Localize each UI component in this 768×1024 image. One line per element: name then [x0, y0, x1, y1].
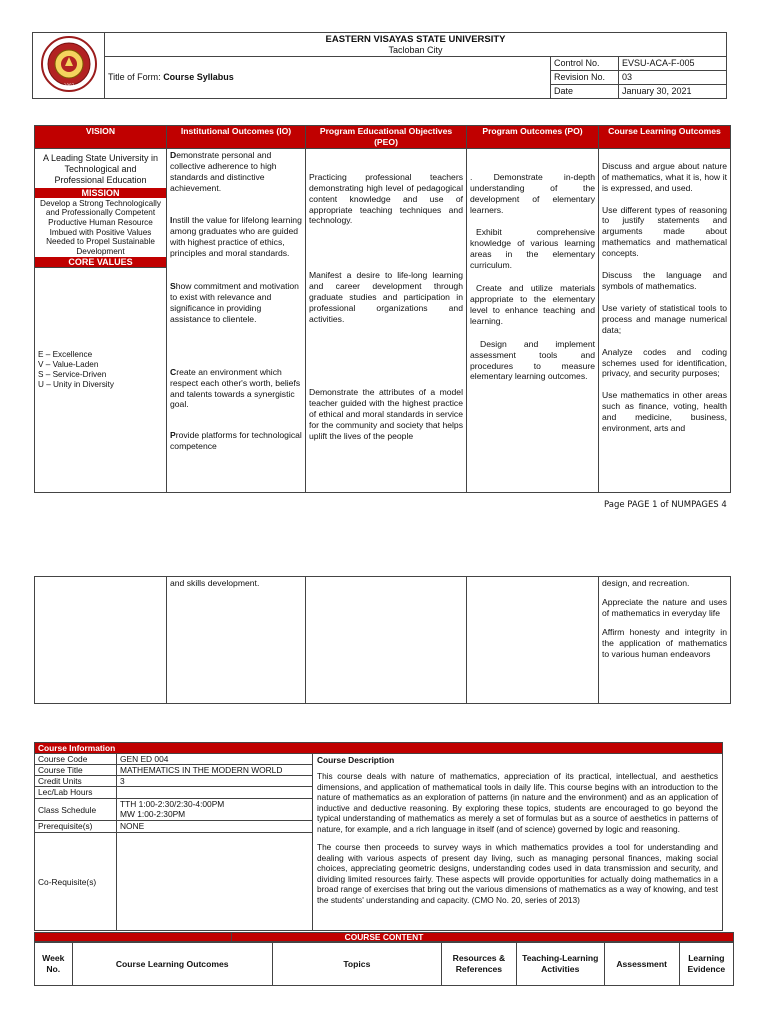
- po-item: Design and implement assessment tools and procedures to measure elementary learning outcomes.: [470, 338, 595, 382]
- university-logo: [33, 33, 105, 99]
- form-header-table: [32, 32, 727, 99]
- po-cell-continued: [467, 577, 599, 704]
- clo-item: Affirm honesty and integrity in the application of mathematics to various human endeavors: [602, 626, 727, 659]
- clo-item: Analyze codes and coding schemes used for identification, privacy, and security purposes;: [602, 346, 727, 379]
- class-schedule-value: TTH 1:00-2:30/2:30-4:00PM MW 1:00-2:30PM: [117, 799, 313, 821]
- header-divider: [231, 933, 232, 941]
- peo-item: Demonstrate the attributes of a model teacher guided with the highest practice of ethical and moral standards in service for the community and society that helps uplift the lives of the people: [309, 386, 463, 441]
- io-header: Institutional Outcomes (IO): [167, 126, 306, 149]
- clo-item: design, and recreation.: [602, 578, 690, 588]
- vision-cell-continued: [35, 577, 167, 704]
- core-values-label: CORE VALUES: [35, 257, 166, 268]
- class-schedule-label: Class Schedule: [35, 799, 117, 821]
- course-code-label: Course Code: [35, 754, 117, 765]
- revision-no-value: 03: [619, 71, 727, 85]
- io-item: Demonstrate personal and collective adherence to high standards and distinctive achievement.: [170, 149, 277, 193]
- io-cell: [167, 148, 306, 492]
- peo-header: Program Educational Objectives (PEO): [306, 126, 467, 149]
- prerequisite-label: Prerequisite(s): [35, 821, 117, 833]
- course-description-p2: The course then proceeds to survey ways in which mathematics provides a tool for understanding and dealing with various aspects of present day living, such as managing personal finances, making social choices, appreciating geometric designs, understanding codes used in data transmission and security, and dividing limited resources fairly. These aspects will provide opportunities for actually doing mathematics in a broad range of exercises that bring out the various dimensions of mathematics as a way of knowing, and test the students' understanding and capacity. (CMO No. 20, series of 2013): [317, 842, 719, 905]
- io-cell-continued: [167, 577, 306, 704]
- date-value: January 30, 2021: [619, 85, 727, 99]
- page-number-footer: Page PAGE 1 of NUMPAGES 4: [604, 500, 727, 510]
- po-header: Program Outcomes (PO): [467, 126, 599, 149]
- clo-cell: [599, 148, 731, 492]
- vision-text: A Leading State University in Technological and Professional Education: [42, 152, 159, 185]
- clo-item: Use different types of reasoning to justify statements and arguments made about mathematics and mathematical concepts.: [602, 204, 727, 259]
- course-info-header: Course Information: [35, 743, 723, 754]
- course-content-table: [34, 942, 734, 986]
- po-item: Exhibit comprehensive knowledge of various learning areas in the elementary curriculum.: [470, 227, 595, 271]
- control-no-value: EVSU-ACA-F-005: [619, 57, 727, 71]
- form-title-label: Title of Form:: [108, 72, 164, 82]
- core-value-item: U – Unity in Diversity: [38, 379, 114, 389]
- po-cell: [467, 148, 599, 492]
- credit-units-value: 3: [117, 776, 313, 787]
- io-item: Show commitment and motivation to exist with relevance and significance in providing assistance to clientele.: [170, 281, 299, 324]
- corequisite-label: Co-Requisite(s): [35, 833, 117, 931]
- core-value-item: S – Service-Driven: [38, 369, 107, 379]
- lec-lab-hours-value: [117, 787, 313, 799]
- core-value-item: E – Excellence: [38, 350, 93, 360]
- course-description-label: Course Description: [317, 755, 395, 765]
- logo-year: 1907: [63, 83, 74, 88]
- control-no-label: Control No.: [551, 57, 619, 71]
- peo-item: Manifest a desire to life-long learning and career development through graduate studies and participation in professional organizations and activities.: [309, 270, 463, 324]
- university-city: Tacloban City: [388, 45, 443, 55]
- course-info-table: [34, 742, 723, 931]
- vision-cell: [35, 148, 167, 492]
- io-item: Instill the value for lifelong learning among graduates who are guided with highest practice of ethics, principles and moral standards.: [170, 215, 302, 259]
- col-learning-evidence: Learning Evidence: [679, 943, 733, 986]
- clo-item: Discuss and argue about nature of mathematics, what it is, how it is expressed, and used.: [602, 160, 727, 193]
- revision-no-label: Revision No.: [551, 71, 619, 85]
- outcomes-table-continued: [34, 576, 731, 704]
- lec-lab-hours-label: Lec/Lab Hours: [35, 787, 117, 799]
- date-label: Date: [551, 85, 619, 99]
- col-teaching-learning-activities: Teaching-Learning Activities: [516, 943, 604, 986]
- outcomes-table: [34, 125, 731, 493]
- course-title-value: MATHEMATICS IN THE MODERN WORLD: [117, 765, 313, 776]
- clo-item: Discuss the language and symbols of mathematics.: [602, 270, 727, 291]
- university-block: [105, 33, 727, 57]
- po-item: Create and utilize materials appropriate to the elementary level to enhance teaching and learning.: [470, 283, 595, 326]
- corequisite-value: [117, 833, 313, 931]
- peo-item: Practicing professional teachers demonstrating high level of pedagogical content knowledge and use of appropriate teaching techniques and technology.: [309, 171, 463, 226]
- course-content-header: COURSE CONTENT: [344, 932, 424, 942]
- col-week-no: Week No.: [35, 943, 73, 986]
- course-content-header-bar: [34, 932, 734, 942]
- vision-header: VISION: [35, 126, 167, 149]
- prerequisite-value: NONE: [117, 821, 313, 833]
- clo-cell-continued: [599, 577, 731, 704]
- col-assessment: Assessment: [604, 943, 679, 986]
- col-course-learning-outcomes: Course Learning Outcomes: [72, 943, 272, 986]
- mission-label: MISSION: [35, 188, 166, 198]
- credit-units-label: Credit Units: [35, 776, 117, 787]
- course-title-label: Course Title: [35, 765, 117, 776]
- po-item: . Demonstrate in-depth understanding of the development of elementary learners.: [470, 171, 595, 215]
- peo-cell-continued: [306, 577, 467, 704]
- clo-item: Use variety of statistical tools to process and manage numerical data;: [602, 302, 727, 335]
- form-title: Course Syllabus: [163, 72, 234, 82]
- clo-header: Course Learning Outcomes: [599, 126, 731, 149]
- course-description-cell: [313, 754, 723, 931]
- col-resources-references: Resources & References: [441, 943, 516, 986]
- io-item: Provide platforms for technological competence: [170, 430, 302, 452]
- col-topics: Topics: [272, 943, 441, 986]
- core-value-item: V – Value-Laden: [38, 360, 99, 370]
- peo-cell: [306, 148, 467, 492]
- university-name: EASTERN VISAYAS STATE UNIVERSITY: [325, 34, 506, 45]
- course-description-p1: This course deals with nature of mathematics, appreciation of its practical, intellectual, and aesthetics dimensions, and application of mathematical tools in daily life. This course begins with an introduction to the nature of mathematics as an exploration of patterns (in nature and the environment) and as an application of inductive and deductive reasoning. By exploring these topics, students are encouraged to go beyond the typical understanding of mathematics as merely a set of formulas but as a source of aesthetics in patterns of nature, for example, and a rich language in itself (and of science) governed by logic and reasoning.: [317, 771, 719, 834]
- io-continued-text: and skills development.: [170, 578, 260, 588]
- io-item: Create an environment which respect each other's worth, beliefs and talents towards a synergistic goal.: [170, 366, 301, 410]
- mission-text: Develop a Strong Technologically and Professionally Competent Productive Human Resource Imbued with Positive Values Needed to Propel Sustainable Development: [40, 198, 161, 256]
- course-code-value: GEN ED 004: [117, 754, 313, 765]
- form-title-cell: [105, 57, 551, 99]
- clo-item: Use mathematics in other areas such as finance, voting, health and medicine, business, environment, arts and: [602, 390, 727, 434]
- clo-item: Appreciate the nature and uses of mathematics in everyday life: [602, 596, 727, 618]
- core-values-list: [35, 268, 166, 389]
